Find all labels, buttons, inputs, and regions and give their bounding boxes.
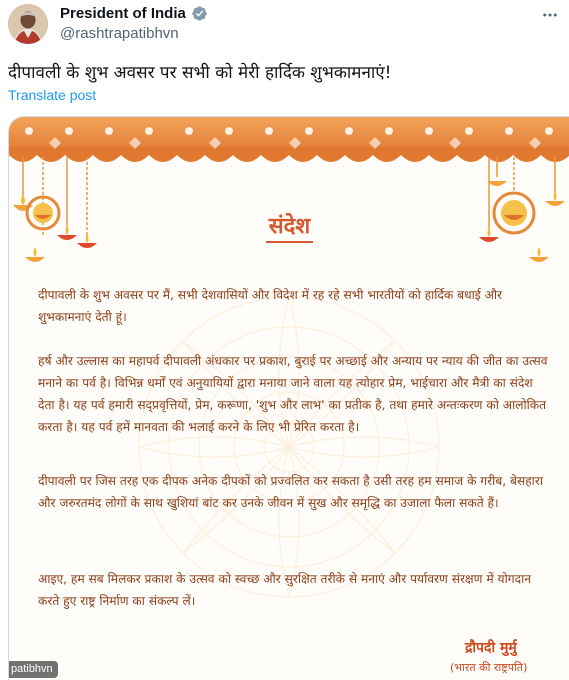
post-text: दीपावली के शुभ अवसर पर सभी को मेरी हार्दिक शुभकामनाएं! [8,63,392,83]
verified-badge-icon [191,5,208,22]
more-options-icon [541,6,559,24]
signature-title: (भारत की राष्ट्रपति) [450,661,528,674]
translate-post-link[interactable]: Translate post [8,87,97,103]
message-title: संदेश [9,210,569,240]
post-image[interactable] [8,116,569,680]
message-paragraph-1: दीपावली के शुभ अवसर पर मैं, सभी देशवासियों और विदेश में रह रहे सभी भारतीयों को हार्दिक बधाई और शुभकामनाएं देती हूं। [38,288,503,324]
avatar-image [8,4,48,44]
image-source-label: patibhvn [9,661,58,678]
author-handle[interactable]: @rashtrapatibhvn [60,25,179,42]
author-name[interactable]: President of India [60,5,186,22]
message-paragraph-4: आइए, हम सब मिलकर प्रकाश के उत्सव को स्वच्छ और सुरक्षित तरीके से मनाएं और पर्यावरण संरक्षण में योगदान करते हुए राष्ट्र निर्माण का संकल्प लें। [38,572,532,608]
more-options-button[interactable] [539,6,561,24]
author-name-row[interactable] [60,5,208,22]
message-paragraph-3: दीपावली पर जिस तरह एक दीपक अनेक दीपकों को प्रज्वलित कर सकता है उसी तरह हम समाज के गरीब, बेसहारा और जरुरतमंद लोगों के साथ खुशियां बांट कर उनके जीवन में सुख और समृद्धि का उजाला फैला सकते हैं। [38,474,543,510]
avatar[interactable] [8,4,48,44]
signature-name: द्रौपदी मुर्मु [465,640,517,656]
message-paragraph-2: हर्ष और उल्लास का महापर्व दीपावली अंधकार पर प्रकाश, बुराई पर अच्छाई और अन्याय पर न्याय की जीत का उत्सव मनाने का पर्व है। विभिन्न धर्मों एवं अनुयायियों द्वारा मनाया जाने वाला यह त्योहार प्रेम, भाईचारा और मैत्री का संदेश देता है। यह पर्व हमारी सद्प्रवृत्तियों, प्रेम, करूणा, 'शुभ और लाभ' का प्रतीक है, तथा हमारे अन्तःकरण को आलोकित करता है। यह पर्व हमें मानवता की भलाई करने के लिए भी प्रेरित करता है। [38,354,548,434]
